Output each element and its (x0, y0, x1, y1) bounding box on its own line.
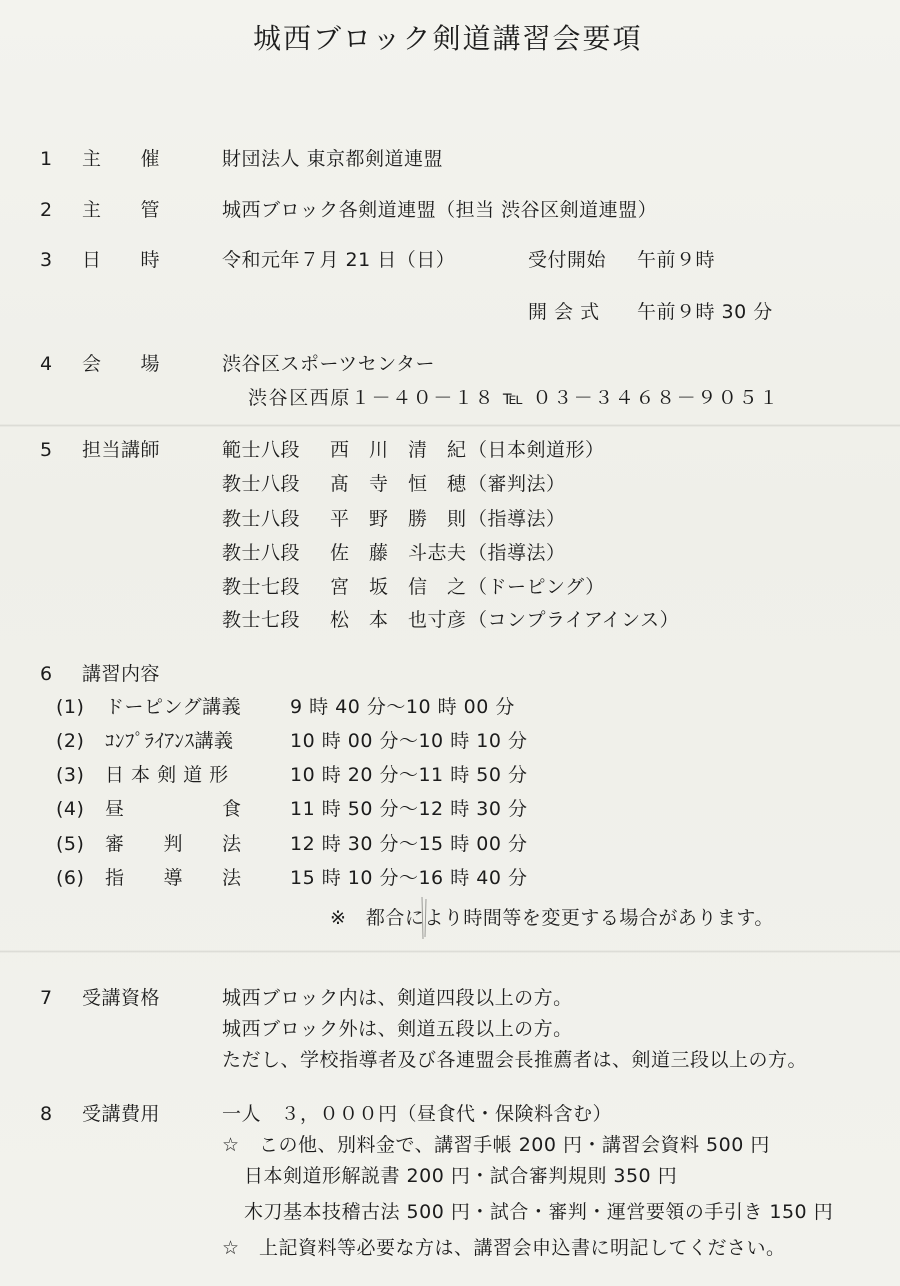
instructor-rank: 教士七段 (222, 576, 301, 598)
section-number: 6 (40, 663, 53, 685)
schedule-item-time: 12 時 30 分～15 時 00 分 (290, 833, 528, 855)
venue-address: 渋谷区西原１－４０－１８ ℡ ０３－３４６８－９０５１ (248, 387, 780, 409)
venue-name: 渋谷区スポーツセンター (222, 353, 435, 375)
event-date: 令和元年７月 21 日（日） (222, 249, 456, 271)
schedule-note: ※ 都合により時間等を変更する場合があります。 (330, 907, 774, 929)
section-label-fee: 受講費用 (82, 1103, 161, 1125)
section-label-content: 講習内容 (82, 663, 161, 685)
fee-line: ☆ この他、別料金で、講習手帳 200 円・講習会資料 500 円 (222, 1134, 770, 1156)
eligibility-line: 城西ブロック内は、剣道四段以上の方。 (222, 987, 573, 1009)
instructor-name: 松 本 也寸彦 (330, 609, 467, 631)
schedule-item-number: (1) (56, 696, 85, 718)
section-label-datetime: 日 時 (82, 249, 161, 271)
instructor-rank: 教士八段 (222, 508, 301, 530)
schedule-item-time: 10 時 00 分～10 時 10 分 (290, 730, 528, 752)
schedule-item-name: 昼 食 (105, 798, 242, 820)
instructor-rank: 教士八段 (222, 542, 301, 564)
section-number: 5 (40, 439, 53, 461)
paper-fold-line (0, 424, 900, 427)
section-label-manager: 主 管 (82, 199, 161, 221)
instructor-name: 平 野 勝 則 (330, 508, 467, 530)
section-label-eligibility: 受講資格 (82, 987, 161, 1009)
instructor-rank: 教士八段 (222, 473, 301, 495)
fee-line: ☆ 上記資料等必要な方は、講習会申込書に明記してください。 (222, 1237, 786, 1259)
fee-line: 木刀基本技稽古法 500 円・試合・審判・運営要領の手引き 150 円 (244, 1201, 834, 1223)
reception-time: 午前９時 (637, 249, 716, 271)
schedule-item-name: 審 判 法 (105, 833, 242, 855)
schedule-item-time: 11 時 50 分～12 時 30 分 (290, 798, 528, 820)
section-label-organizer: 主 催 (82, 148, 161, 170)
schedule-item-name: 指 導 法 (105, 867, 242, 889)
instructor-subject: （審判法） (468, 473, 566, 495)
schedule-item-time: 9 時 40 分～10 時 00 分 (290, 696, 515, 718)
schedule-item-number: (6) (56, 867, 85, 889)
instructor-subject: （日本剣道形） (468, 439, 605, 461)
eligibility-line: ただし、学校指導者及び各連盟会長推薦者は、剣道三段以上の方。 (222, 1049, 808, 1071)
section-number: 7 (40, 987, 53, 1009)
instructor-rank: 教士七段 (222, 609, 301, 631)
instructor-subject: （指導法） (468, 508, 566, 530)
section-number: 2 (40, 199, 53, 221)
instructor-name: 宮 坂 信 之 (330, 576, 467, 598)
instructor-name: 西 川 清 紀 (330, 439, 467, 461)
section-number: 3 (40, 249, 53, 271)
section-number: 8 (40, 1103, 53, 1125)
section-label-venue: 会 場 (82, 353, 161, 375)
section-number: 4 (40, 353, 53, 375)
document-title: 城西ブロック剣道講習会要項 (253, 22, 643, 55)
organizer-value: 財団法人 東京都剣道連盟 (222, 148, 444, 170)
opening-label: 開 会 式 (528, 301, 600, 323)
fee-line: 一人 ３，０００円（昼食代・保険料含む） (222, 1103, 613, 1125)
schedule-item-number: (2) (56, 730, 85, 752)
schedule-item-name: ドーピング講義 (105, 696, 242, 718)
schedule-item-number: (3) (56, 764, 85, 786)
schedule-item-name: 日 本 剣 道 形 (105, 764, 229, 786)
schedule-item-number: (5) (56, 833, 85, 855)
opening-time: 午前９時 30 分 (637, 301, 773, 323)
instructor-rank: 範士八段 (222, 439, 301, 461)
fee-line: 日本剣道形解説書 200 円・試合審判規則 350 円 (244, 1165, 678, 1187)
section-label-instructors: 担当講師 (82, 439, 161, 461)
schedule-item-time: 15 時 10 分～16 時 40 分 (290, 867, 528, 889)
pencil-mark (416, 895, 432, 941)
instructor-subject: （指導法） (468, 542, 566, 564)
schedule-item-time: 10 時 20 分～11 時 50 分 (290, 764, 528, 786)
instructor-subject: （ドーピング） (468, 576, 605, 598)
eligibility-line: 城西ブロック外は、剣道五段以上の方。 (222, 1018, 573, 1040)
paper-fold-line (0, 950, 900, 953)
schedule-item-name: ｺﾝﾌﾟﾗｲｱﾝｽ講義 (105, 730, 234, 752)
instructor-name: 佐 藤 斗志夫 (330, 542, 467, 564)
reception-label: 受付開始 (528, 249, 607, 271)
schedule-item-number: (4) (56, 798, 85, 820)
section-number: 1 (40, 148, 53, 170)
instructor-name: 髙 寺 恒 穂 (330, 473, 467, 495)
instructor-subject: （コンプライアインス） (468, 609, 680, 631)
manager-value: 城西ブロック各剣道連盟（担当 渋谷区剣道連盟） (222, 199, 658, 221)
